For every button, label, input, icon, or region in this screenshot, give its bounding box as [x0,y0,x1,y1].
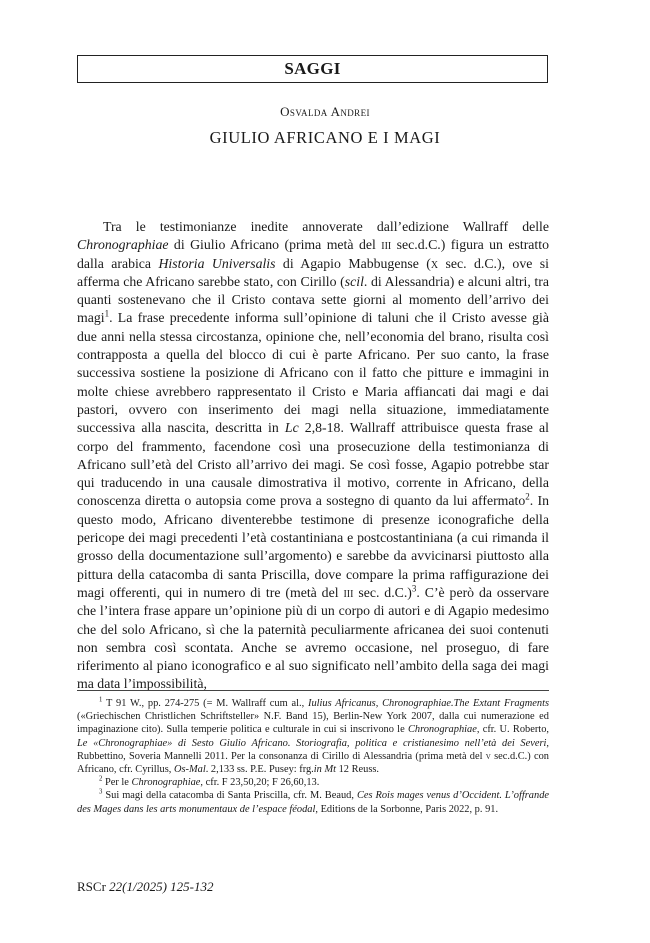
text-run: T 91 W., pp. 274-275 (= M. Wallraff cum al., [102,698,308,709]
italic-text: Le «Chronographiae» di Sesto Giulio Africano. Storiografia, politica e cristianesimo nell’età dei Severi [77,737,547,749]
footnote-2 [77,776,549,789]
footnote-marker: 2 [99,775,103,783]
text-run: («Griechischen Christlichen Schriftsteller» N.F. Band 15), Berlin-New York 2007, dalla cui numerazione ed impaginazione cito). Sulla temperie politica e culturale in cui si inscrivono le [77,711,549,736]
footnote-marker: 1 [99,696,103,704]
small-caps-text: v [485,750,491,762]
text-run: Tra le testimonianze inedite annoverate dall’edizione Wallraff delle [103,219,549,234]
page-footer [77,879,214,895]
small-caps-text: iii [343,584,354,600]
text-run: sec.d.C.) con Africano, cfr. Cyrillus, [77,750,549,776]
section-label: SAGGI [284,59,341,78]
italic-text: Os-Mal [173,764,206,776]
footnote-marker: 2 [525,491,530,502]
footnote-3 [77,789,549,815]
text-run: . In questo modo, Africano diventerebbe testimone di presenze iconografiche della pericope dei magi precedenti l’età costantiniana e postcostantiniana (a cui rimanda il grosso della documentazione sull’argomento) e sarebbe da avvicinarsi piuttosto alla pittura della catacomba di santa Priscilla, dove compare la prima raffigurazione dei magi offerenti, qui in numero di tre (metà del [77,493,549,600]
footnote-1 [77,697,549,776]
italic-text: scil [344,273,364,289]
italic-text: Chronographiae [131,777,201,789]
italic-text: Ces Rois mages venus d’Occident. L’offrande des Mages dans les arts monumentaux de l’espace féodal [77,790,549,815]
journal-issue: 22(1/2025) 125-132 [109,879,214,894]
footnote-marker: 3 [99,788,103,796]
text-run: 12 Reuss. [336,764,380,776]
text-run: . 2,133 ss. P.E. Pusey: frg. [205,764,314,776]
italic-text: Iulius Africanus, Chronographiae.The Extant Fragments [308,698,549,709]
footnote-marker: 1 [104,308,110,319]
text-run: , cfr. F 23,50,20; F 26,60,13. [200,777,320,789]
text-run: , Rubbettino, Soveria Mannelli 2011. Per la consonanza di Cirillo di Alessandria (prima metà del [77,737,549,762]
section-header-box [77,55,548,83]
text-run: Sui magi della catacomba di Santa Priscilla, cfr. M. Beaud, [102,790,357,802]
text-run: sec. d.C.) [353,584,412,600]
italic-text: Lc [284,420,299,436]
article-author: Osvalda Andrei [280,104,370,119]
journal-abbreviation: RSCr [77,879,106,894]
small-caps-text: iii [381,237,392,253]
italic-text: Chronographiae [77,237,169,253]
text-run: , cfr. U. Roberto, [476,724,549,736]
small-caps-text: x [430,255,439,271]
text-run: . di Alessandria) e alcuni altri, tra quanti sostenevano che il Cristo contava sette giorni al momento dell’arrivo dei magi [77,273,549,326]
body-paragraph [77,218,549,694]
text-run: 2,8-18. Wallraff attribuisce questa frase al corpo del frammento, facendone così una prosecuzione della testimonianza di Africano sull’età del Cristo all’arrivo dei magi. Se così fosse, Agapio potrebbe star qui traducendo in una causale dimostrativa il motivo, corrente in Africano, della conoscenza diretta o autopsia come prova a sostegno di quanto da lui affermato [77,420,549,509]
footnote-separator [77,690,549,691]
text-run: sec.d.C.) figura un estratto dalla arabica [77,237,549,271]
text-run: di Giulio Africano (prima metà del [168,237,382,253]
italic-text: in Mt [313,764,337,776]
footnotes [77,697,549,816]
footnote-marker: 3 [411,583,417,594]
text-run: . La frase precedente informa sull’opinione di taluni che il Cristo avesse già due anni nella stessa circostanza, opinione che, nell’economia del brano, risulta così contrapposta a quella del blocco di cui è parte Africano. Per suo canto, la frase successiva sostiene la posizione di Africano con il fatto che pitture e immagini in molte chiese avrebbero rappresentato il Cristo e Maria affiancati dai magi e dai pastori, ovvero con inserimento dei magi nella situazione, immediatamente successiva alla nascita, descritta in [77,310,549,436]
italic-text: Historia Universalis [158,255,276,271]
text-run: sec. d.C.), ove si afferma che Africano sarebbe stato, con Cirillo ( [77,255,549,289]
italic-text: Chronographiae [407,724,477,736]
text-run: di Agapio Mabbugense ( [275,255,431,271]
text-run: . C’è però da osservare che l’intera frase appare un’opinione più di un corpo di autori e di Agapio medesimo che del solo Africano, sì che la paternità peculiarmente africanea dei suoi contenuti non sembra così scontata. Anche se avremo occasione, nel proseguo, di fare riferimento al piano iconografico e al suo significato nell’ambito della saga dei magi ma data l’impossibilità, [77,584,549,692]
text-run: Per le [102,777,132,789]
article-title: GIULIO AFRICANO E I MAGI [209,128,441,147]
text-run: , Editions de la Sorbonne, Paris 2022, p. 91. [315,803,499,815]
body-text [77,218,549,694]
